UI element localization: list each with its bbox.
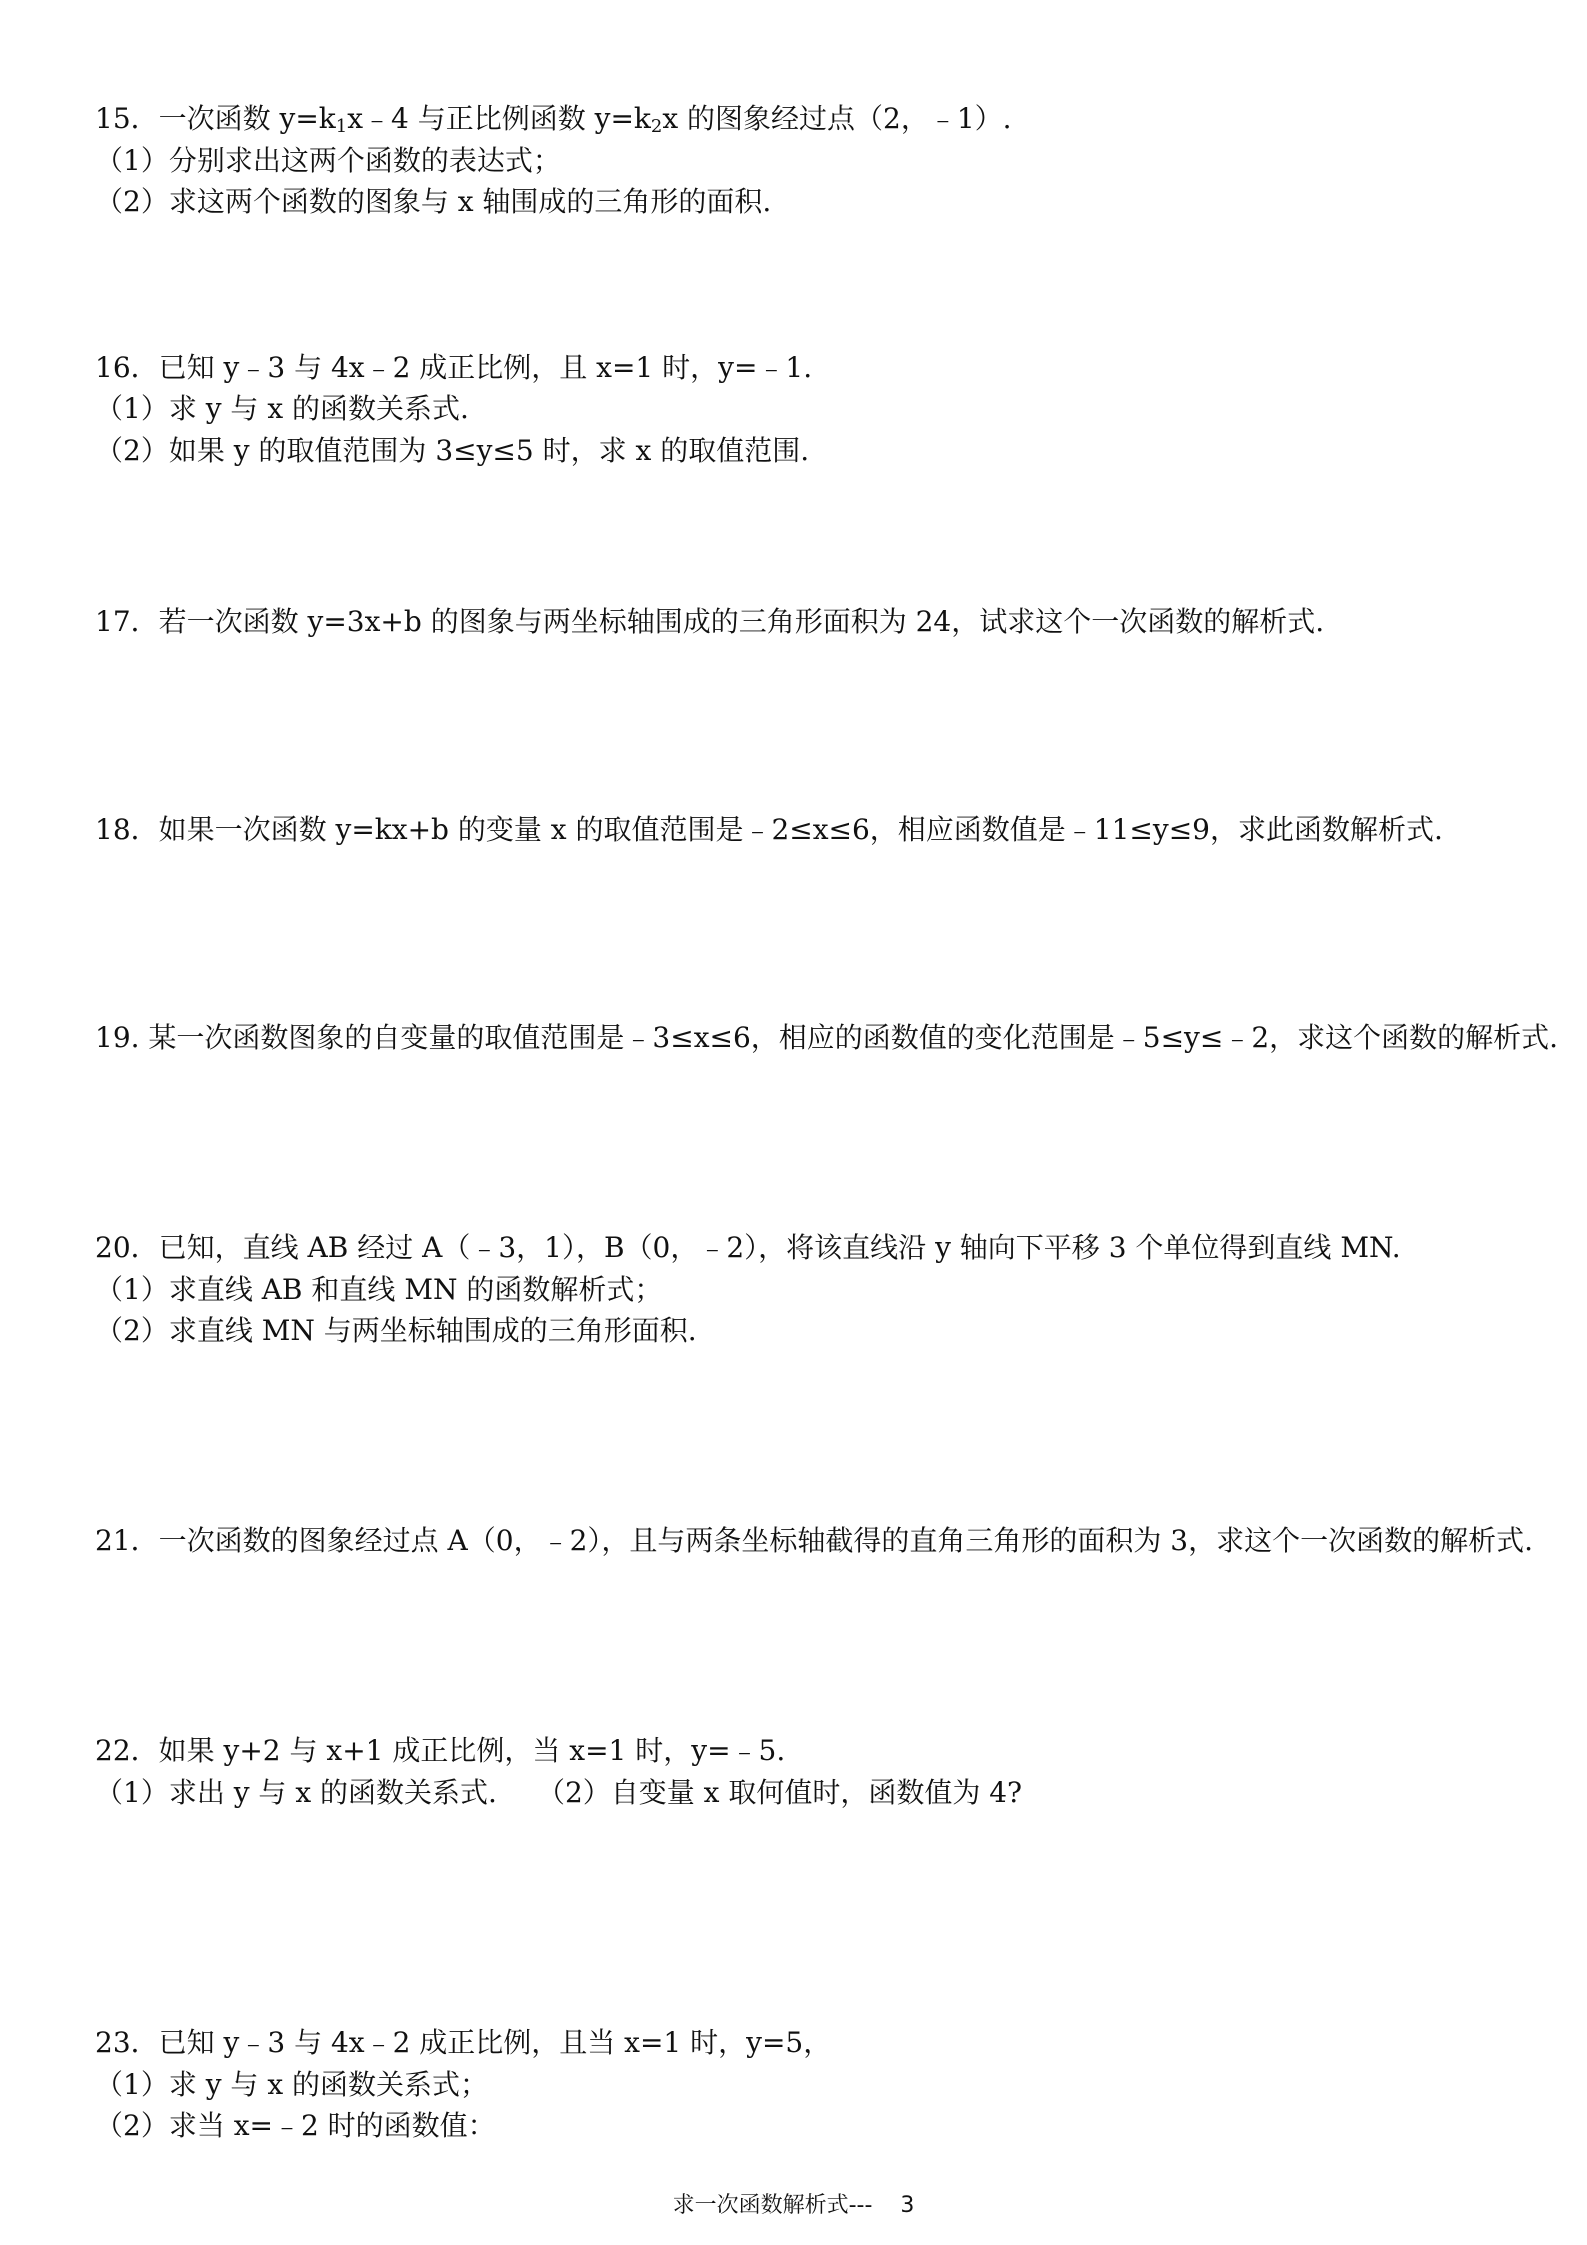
footer-title: 求一次函数解析式---: [672, 2193, 873, 2218]
question-20-part-1: （1）求直线 AB 和直线 MN 的函数解析式；: [95, 1273, 663, 1306]
question-23-part-2: （2）求当 x=﹣2 时的函数值：: [95, 2109, 496, 2142]
subscript-2: 2: [650, 116, 663, 137]
question-22-parts: [95, 1775, 1022, 1811]
question-16-part-2: （2）如果 y 的取值范围为 3≤y≤5 时，求 x 的取值范围.: [95, 434, 810, 467]
question-20-part-2: （2）求直线 MN 与两坐标轴围成的三角形面积.: [95, 1314, 697, 1347]
question-23-stem: 23．已知 y﹣3 与 4x﹣2 成正比例，且当 x=1 时，y=5，: [95, 2026, 832, 2059]
question-15-stem-part-c: x 的图象经过点（2，﹣1）.: [662, 102, 1012, 135]
question-15-part-1: （1）分别求出这两个函数的表达式；: [95, 144, 561, 177]
question-20-stem: 20．已知，直线 AB 经过 A（﹣3，1），B（0，﹣2），将该直线沿 y 轴向下平移 3 个单位得到直线 MN.: [95, 1231, 1401, 1264]
page-number: 3: [900, 2193, 915, 2218]
question-19: 19. 某一次函数图象的自变量的取值范围是﹣3≤x≤6，相应的函数值的变化范围是﹣5≤y≤﹣2，求这个函数的解析式.: [95, 1021, 1559, 1054]
question-17: 17．若一次函数 y=3x+b 的图象与两坐标轴围成的三角形面积为 24，试求这个一次函数的解析式.: [95, 605, 1325, 638]
subscript-1: 1: [335, 116, 348, 137]
question-16-part-1: （1）求 y 与 x 的函数关系式.: [95, 392, 469, 425]
question-15-stem: [95, 101, 1012, 137]
question-23-part-1: （1）求 y 与 x 的函数关系式；: [95, 2068, 489, 2101]
question-22-part-2: （2）自变量 x 取何值时，函数值为 4?: [536, 1776, 1023, 1809]
question-15-part-2: （2）求这两个函数的图象与 x 轴围成的三角形的面积.: [95, 185, 772, 218]
page-footer: [0, 2188, 1587, 2219]
question-16-stem: 16．已知 y﹣3 与 4x﹣2 成正比例，且 x=1 时，y=﹣1.: [95, 351, 813, 384]
question-18: 18．如果一次函数 y=kx+b 的变量 x 的取值范围是﹣2≤x≤6，相应函数值是﹣11≤y≤9，求此函数解析式.: [95, 813, 1443, 846]
question-22-part-1: （1）求出 y 与 x 的函数关系式.: [95, 1776, 497, 1809]
question-15-stem-part-a: 15．一次函数 y=k: [95, 102, 336, 135]
question-22-stem: 22．如果 y+2 与 x+1 成正比例，当 x=1 时，y=﹣5.: [95, 1734, 786, 1767]
question-21: 21．一次函数的图象经过点 A（0，﹣2），且与两条坐标轴截得的直角三角形的面积为 3，求这个一次函数的解析式.: [95, 1524, 1533, 1557]
question-15-stem-part-b: x﹣4 与正比例函数 y=k: [347, 102, 651, 135]
